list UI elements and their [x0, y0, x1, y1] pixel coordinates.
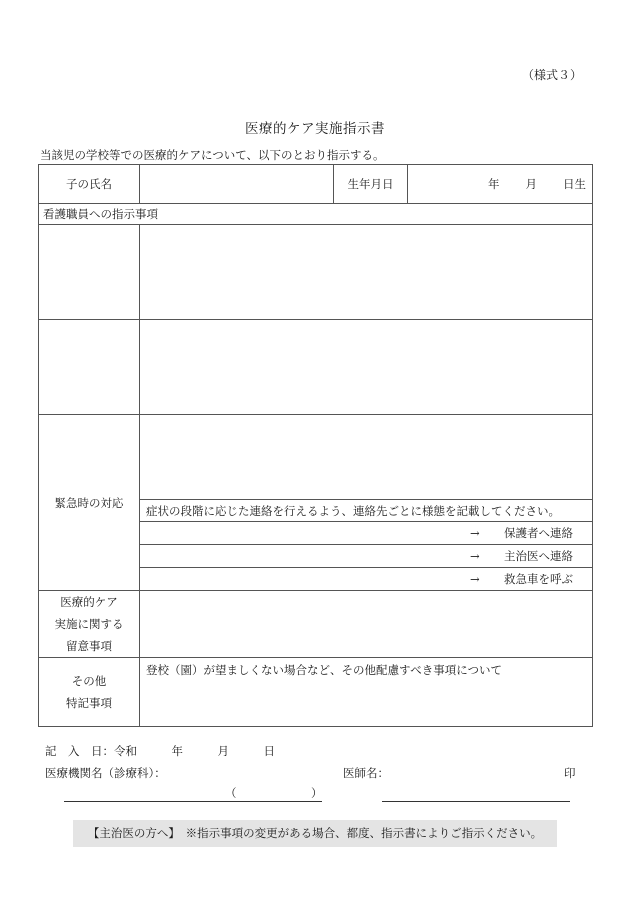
- doctor-name-underline: [382, 801, 570, 802]
- seal-mark: 印: [564, 766, 576, 780]
- child-name-label: 子の氏名: [39, 165, 140, 204]
- institution-label: 医療機関名（診療科）：: [45, 766, 166, 780]
- nurse-instruction-heading: 看護職員への指示事項: [39, 204, 593, 225]
- form-code: （様式３）: [521, 68, 582, 82]
- instruction-item-1-content[interactable]: [140, 225, 593, 320]
- care-notes-label: 医療的ケア 実施に関する 留意事項: [39, 591, 140, 658]
- dob-month-label: 月: [525, 177, 537, 191]
- contact-ambulance-label: 救急車を呼ぶ: [504, 572, 573, 586]
- arrow-right-icon: →: [470, 526, 480, 540]
- contact-doctor-row[interactable]: [140, 545, 593, 568]
- child-name-field[interactable]: [140, 165, 334, 204]
- other-notes-content[interactable]: [140, 658, 593, 727]
- arrow-right-icon: →: [470, 549, 480, 563]
- doctor-name-label: 医師名：: [343, 766, 389, 780]
- care-notes-content[interactable]: [140, 591, 593, 658]
- other-notes-label: その他 特記事項: [39, 658, 140, 727]
- dob-field[interactable]: [408, 165, 593, 204]
- dob-year-label: 年: [488, 177, 500, 191]
- instruction-item-1-label[interactable]: [39, 225, 140, 320]
- institution-underline: [64, 801, 322, 802]
- entry-date: 記 入 日：令和 年 月 日: [45, 744, 275, 758]
- arrow-right-icon: →: [470, 572, 480, 586]
- emergency-content[interactable]: [140, 415, 593, 500]
- instruction-table: [38, 164, 593, 727]
- paren-close: ）: [311, 786, 323, 800]
- contact-ambulance-row[interactable]: [140, 568, 593, 591]
- emergency-label: 緊急時の対応: [39, 415, 140, 591]
- contact-guardian-label: 保護者へ連絡: [504, 526, 573, 540]
- contact-doctor-label: 主治医へ連絡: [504, 549, 573, 563]
- dob-day-label: 日生: [563, 177, 586, 191]
- document-title: 医療的ケア実施指示書: [245, 121, 385, 137]
- doctor-instruction-note: 【主治医の方へ】 ※指示事項の変更がある場合、都度、指示書によりご指示ください。: [73, 820, 557, 847]
- instruction-item-2-label[interactable]: [39, 320, 140, 415]
- dob-label: 生年月日: [334, 165, 408, 204]
- other-notes-hint: 登校（園）が望ましくない場合など、その他配慮すべき事項について: [146, 663, 503, 677]
- contact-guardian-row[interactable]: [140, 522, 593, 545]
- instruction-item-2-content[interactable]: [140, 320, 593, 415]
- emergency-note: 症状の段階に応じた連絡を行えるよう、連絡先ごとに様態を記載してください。: [140, 500, 593, 522]
- paren-open: （: [225, 786, 237, 800]
- intro-text: 当該児の学校等での医療的ケアについて、以下のとおり指示する。: [40, 148, 385, 162]
